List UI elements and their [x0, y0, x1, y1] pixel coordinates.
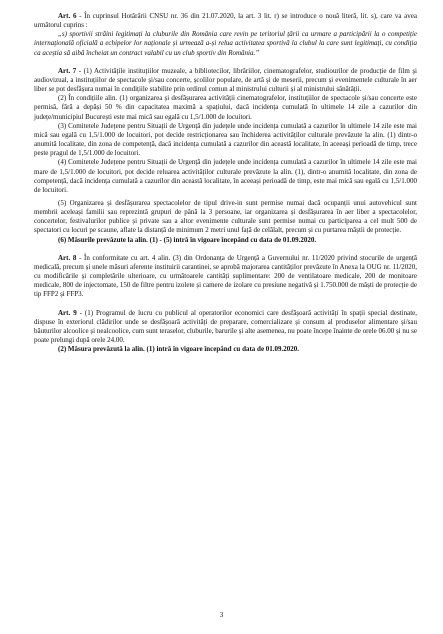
article-9-para-1	[34, 309, 417, 346]
article-9-label: Art. 9	[58, 308, 77, 317]
article-6-label: Art. 6	[58, 12, 77, 20]
article-7-text: - (1) Activitățile instituțiilor muzeale, a bibliotecilor, librăriilor, cinematografelor, studiourilor de producție de film și audiovizual, a instituțiilor de spectacole și/sau concerte, școlilor populare, de artă și de meserii, precum și evenimentele culturale în aer liber se pot desfășura numai în condițiile stabilite prin ordinul comun al ministrului culturii și al ministrului sănătății.	[34, 66, 417, 94]
article-9-text: - (1) Programul de lucru cu publicul al operatorilor economici care desfășoară activități în spații special destinate, dispuse în exteriorul clădirilor unde se desfășoară activități de preparare, comercializare și consum al produselor alimentare și/sau băuturilor alcoolice și nealcoolice, cum sunt teraselor, cluburile, barurile și alte asemenea, nu poate începe înainte de orele 06.00 și nu se poate prelungi după orele 24.00.	[34, 308, 418, 344]
article-9-para-2: (2) Măsura prevăzută la alin. (1) intră în vigoare începând cu data de 01.09.2020.	[58, 345, 300, 354]
article-7-para-6: (6) Măsurile prevăzute la alin. (1) - (5) intră în vigoare începând cu data de 01.09.2020.	[58, 235, 317, 244]
article-7-label: Art. 7	[58, 66, 77, 75]
article-6-quote: „s) sportivii străini legitimați la cluburile din România care revin pe teritoriul țării ca urmare a participării la o competiție internațională oficială a echipelor lor naționale și urmează a-și relua activitatea sportivă la clubul la care sunt legitimați, cu condiția ca aceștia să aibă încheiat un contract valabil cu un club sportiv din România.”	[34, 30, 417, 57]
article-6	[34, 12, 417, 30]
article-8-text: - În conformitate cu art. 4 alin. (3) din Ordonanța de Urgență a Guvernului nr. 11/2020 privind stocurile de urgență medicală, precum și unele măsuri aferente instituirii carantinei, se aprobă majorarea cantităților prevăzute în Anexa la OUG nr. 11/2020, cu modificările și completările ulterioare, cu următoarele cantități suplimentare: 200 de ventilatoare medicale, 200 de monitoare medicale, 800 de injectomate, 150 de filtre pentru izolete și camere de izolare cu presiune negativă și 1.750.000 de măști de protecție de tip FFP2 și FFP3.	[34, 253, 417, 299]
article-6-text: - În cuprinsul Hotărârii CNSU nr. 36 din 21.07.2020, la art. 3 lit. r) se introduce o nouă literă, lit. s), care va avea următorul cuprins :	[34, 12, 417, 30]
article-7-para-2: (2) În condițiile alin. (1) organizarea și desfășurarea activității cinematografelor, instituțiilor de spectacole și/sau concerte este permisă, fără a depăși 50 % din capacitatea maximă a spațiului, dacă incidența cumulată în ultimele 14 zile a cazurilor din județe/municipiul București este mai mică sau egală cu 1,5/1.000 de locuitori.	[34, 94, 417, 121]
article-7-para-4: (4) Comitetele Județene pentru Situații de Urgență din județele unde incidența cumulată a cazurilor în ultimele 14 zile este mai mare de 1,5/1.000 de locuitori, pot decide reluarea activităților culturale prevăzute la alin. (1), dintr-o anumită localitate, din zona de competență, dacă incidența cumulată a cazurilor din această localitate, în aceeași perioadă de timp, este mai mică sau egală cu 1,5/1.000 de locuitori.	[34, 158, 417, 194]
article-8	[34, 254, 417, 300]
article-8-label: Art. 8	[58, 253, 77, 262]
page-number: 3	[219, 611, 224, 619]
article-7-para-3: (3) Comitetele Județene pentru Situații de Urgență din județele unde incidența cumulată a cazurilor în ultimele 14 zile este mai mică sau egală cu 1,5/1.000 de locuitori, pot decide restricționarea sau închiderea activităților culturale prevăzute la alin. (1) dintr-o anumită localitate, din zona de competență, dacă incidența cumulată a cazurilor din această localitate, în aceeași perioadă de timp, trece peste pragul de 1,5/1.000 de locuitori.	[34, 121, 417, 158]
article-7-para-5: (5) Organizarea și desfășurarea spectacolelor de tipul drive-in sunt permise numai dacă ocupanții unui autovehicul sunt membrii aceleași familii sau reprezintă grupuri de până la 3 persoane, iar organizarea și desfășurarea în aer liber a spectacolelor, concertelor, festivalurilor publice și private sau a altor evenimente culturale sunt permise numai cu participarea a cel mult 500 de spectatori cu locuri pe scaune, aflate la distanță de minimum 2 metri unul față de celălalt, precum și cu purtarea măștii de protecție.	[34, 198, 417, 235]
article-7-para-1	[34, 67, 417, 94]
